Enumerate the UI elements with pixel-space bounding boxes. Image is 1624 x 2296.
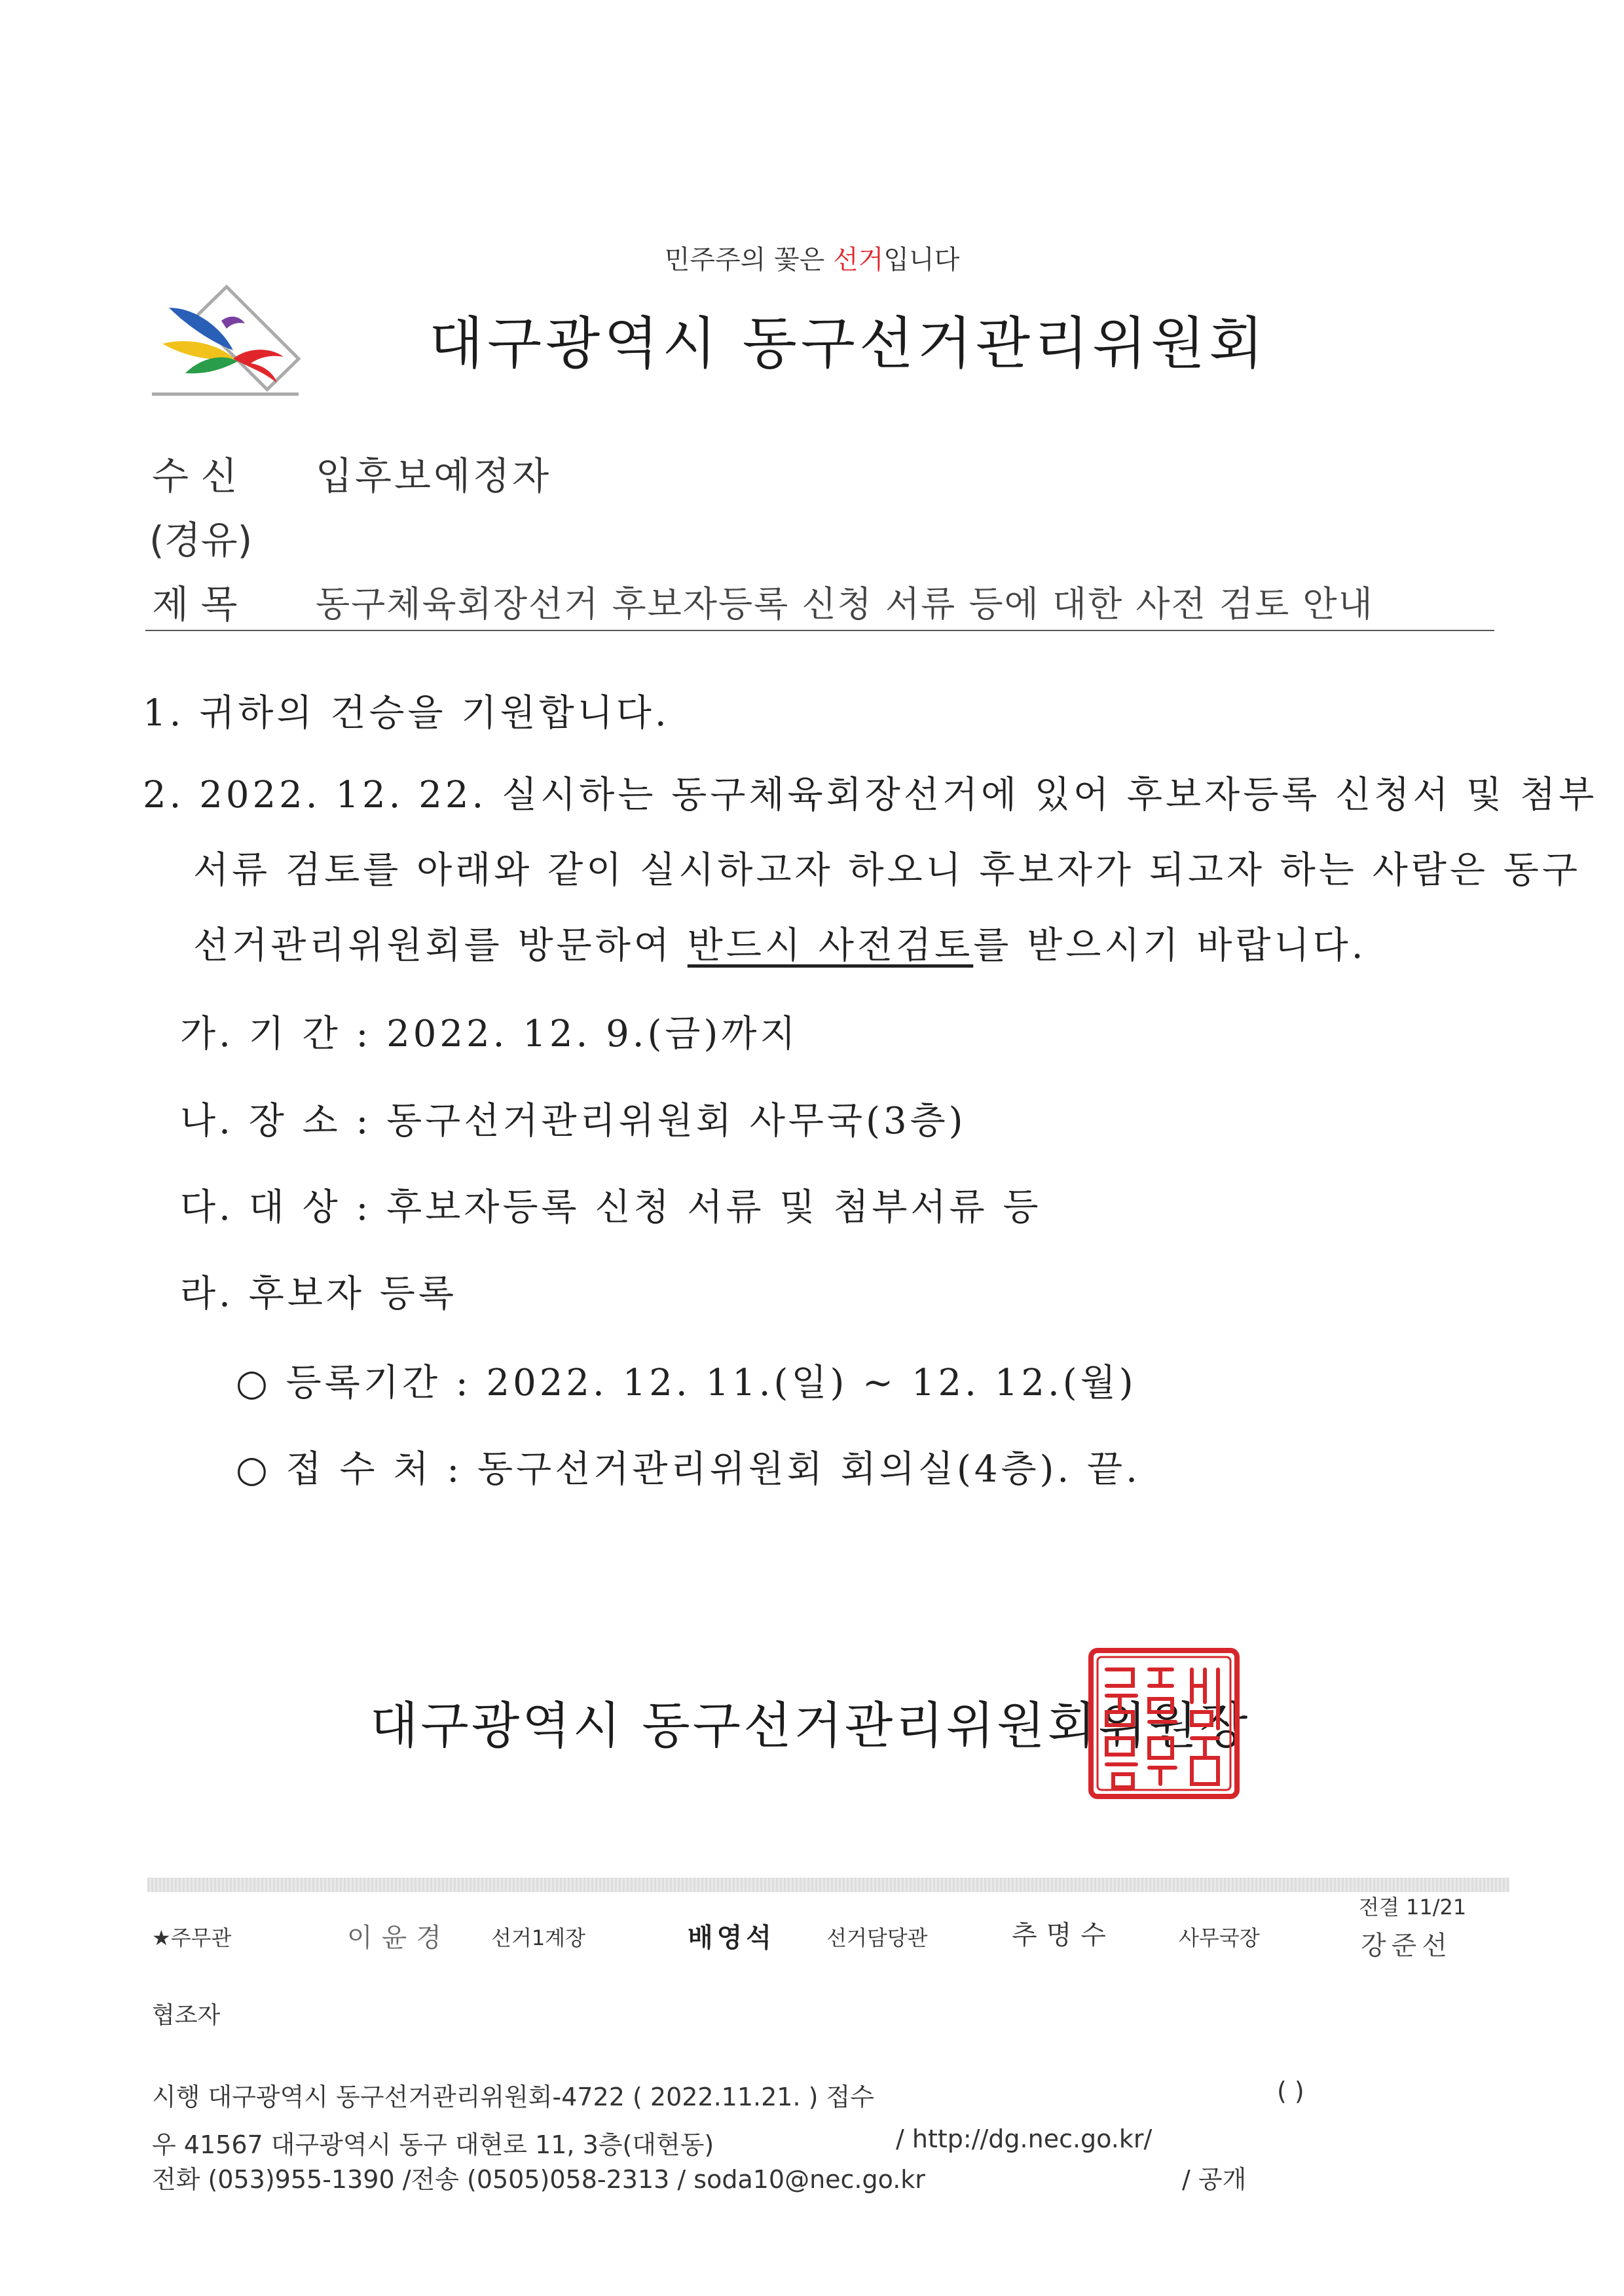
- approver-role-3: 사무국장: [1179, 1925, 1260, 1950]
- approval-divider: [147, 1878, 1509, 1892]
- header-divider: [145, 630, 1494, 631]
- recipient-label: 수 신: [152, 454, 238, 498]
- approver-name-3: 추명수: [1012, 1920, 1115, 1950]
- disclosure-status: / 공개: [1182, 2165, 1247, 2194]
- address-line: 우 41567 대구광역시 동구 대현로 11, 3층(대현동): [152, 2130, 714, 2159]
- website-url[interactable]: / http://dg.nec.go.kr/: [896, 2124, 1153, 2153]
- reception-placeholder: ( ): [1277, 2077, 1304, 2105]
- slogan-text-end: 입니다: [883, 245, 960, 275]
- subject-value: 동구체육회장선거 후보자등록 신청 서류 등에 대한 사전 검토 안내: [316, 583, 1374, 625]
- final-approver-name: 강준선: [1361, 1931, 1452, 1961]
- body-item-1: 1. 귀하의 건승을 기원합니다.: [143, 692, 670, 735]
- enforcement-line: 시행 대구광역시 동구선거관리위원회-4722 ( 2022.11.21. ) 접수: [152, 2083, 874, 2111]
- bullet-registration-period: ○ 등록기간 : 2022. 12. 11.(일) ~ 12. 12.(월): [236, 1362, 1137, 1404]
- approval-star-label: ★주무관: [152, 1925, 232, 1950]
- cooperator-label: 협조자: [152, 2002, 221, 2029]
- final-approval-label: 전결 11/21: [1359, 1895, 1467, 1920]
- approver-name-1: 이윤경: [347, 1923, 451, 1953]
- approver-role-1: 선거1계장: [491, 1925, 586, 1950]
- bullet-reception-place: ○ 접 수 처 : 동구선거관리위원회 회의실(4층). 끝.: [236, 1448, 1141, 1491]
- body-item-2-line-2: 서류 검토를 아래와 같이 실시하고자 하오니 후보자가 되고자 하는 사람은 동구: [193, 849, 1581, 892]
- body-text: 선거관리위원회를 방문하여: [193, 924, 688, 967]
- approver-name-2: 배영석: [688, 1923, 775, 1953]
- sub-item-place: 나. 장 소 : 동구선거관리위원회 사무국(3층): [180, 1100, 967, 1142]
- sub-item-period: 가. 기 간 : 2022. 12. 9.(금)까지: [180, 1013, 799, 1055]
- body-item-2-line-3: [193, 917, 1367, 969]
- approver-role-2: 선거담당관: [826, 1925, 928, 1950]
- contact-line: 전화 (053)955-1390 /전송 (0505)058-2313 / soda10@nec.go.kr: [152, 2165, 925, 2194]
- body-item-2-line-1: 2. 2022. 12. 22. 실시하는 동구체육회장선거에 있어 후보자등록 신청서 및 첨부: [143, 774, 1598, 816]
- sub-item-target: 다. 대 상 : 후보자등록 신청 서류 및 첨부서류 등: [180, 1186, 1042, 1229]
- sub-item-registration: 라. 후보자 등록: [180, 1273, 457, 1315]
- slogan-highlight: 선거: [833, 245, 884, 275]
- org-title: 대구광역시 동구선거관리위원회: [429, 311, 1268, 376]
- slogan: [0, 239, 1624, 276]
- official-red-seal-icon: [1087, 1647, 1241, 1800]
- body-text-end: 를 받으시기 바랍니다.: [973, 924, 1367, 967]
- via-label: (경유): [149, 518, 253, 562]
- slogan-text: 민주주의 꽃은: [664, 245, 834, 275]
- sender-signature: 대구광역시 동구선거관리위원회위원장: [370, 1696, 1251, 1755]
- body-emphasis: 반드시 사전검토: [687, 924, 974, 967]
- subject-label: 제 목: [152, 582, 238, 627]
- recipient-value: 입후보예정자: [316, 454, 552, 498]
- election-commission-bird-logo-icon: [149, 282, 301, 399]
